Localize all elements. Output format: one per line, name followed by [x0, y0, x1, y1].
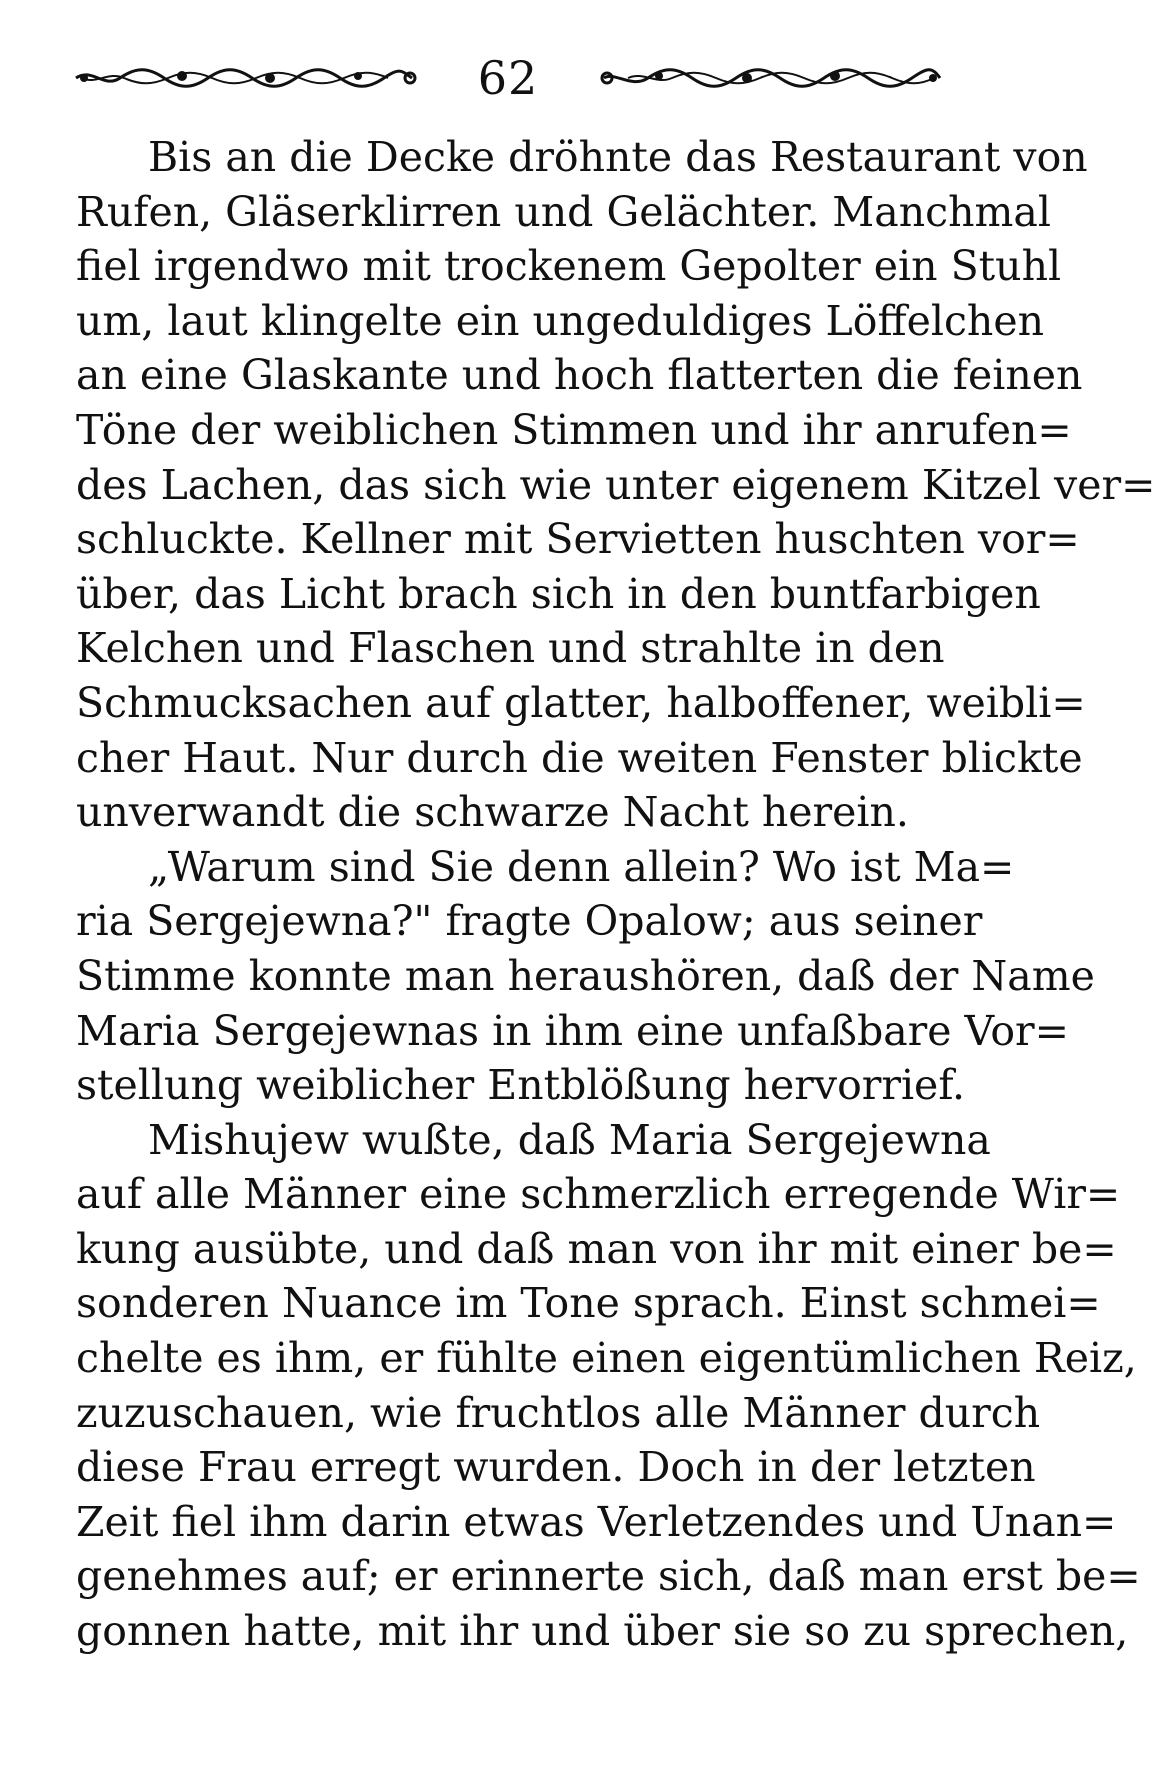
paragraph [76, 130, 1155, 840]
text-line: Mishujew wußte, daß Maria Sergejewna [148, 1115, 991, 1164]
text-line: Schmucksachen auf glatter, halboffener, weibli= [76, 678, 1086, 727]
paragraph [76, 1113, 1141, 1659]
page-number: 62 [477, 51, 539, 105]
text-line: zuzuschauen, wie fruchtlos alle Männer durch [76, 1388, 1041, 1437]
text-line: genehmes auf; er erinnerte sich, daß man erst be= [76, 1552, 1141, 1601]
text-line: des Lachen, das sich wie unter eigenem Kitzel ver= [76, 460, 1155, 509]
page-text [76, 130, 1155, 1659]
text-line: Maria Sergejewnas in ihm eine unfaßbare Vor= [76, 1006, 1070, 1055]
paragraph [76, 840, 1095, 1113]
text-line: kung ausübte, und daß man von ihr mit einer be= [76, 1224, 1117, 1273]
text-line: cher Haut. Nur durch die weiten Fenster blickte [76, 733, 1083, 782]
text-line: schluckte. Kellner mit Servietten huschten vor= [76, 515, 1080, 564]
text-line: chelte es ihm, er fühlte einen eigentümlichen Reiz, [76, 1334, 1137, 1383]
text-line: „Warum sind Sie denn allein? Wo ist Ma= [148, 842, 1015, 891]
text-line: Töne der weiblichen Stimmen und ihr anrufen= [76, 405, 1072, 454]
text-line: über, das Licht brach sich in den buntfarbigen [76, 569, 1041, 618]
text-line: diese Frau erregt wurden. Doch in der letzten [76, 1443, 1036, 1492]
text-line: Kelchen und Flaschen und strahlte in den [76, 624, 945, 673]
decorative-ornament-icon [72, 63, 417, 93]
page-header [72, 48, 944, 108]
text-line: sonderen Nuance im Tone sprach. Einst schmei= [76, 1279, 1101, 1328]
text-line: fiel irgendwo mit trockenem Gepolter ein Stuhl [76, 242, 1062, 291]
text-line: um, laut klingelte ein ungeduldiges Löffelchen [76, 296, 1044, 345]
text-line: Stimme konnte man heraushören, daß der Name [76, 951, 1095, 1000]
text-line: unverwandt die schwarze Nacht herein. [76, 788, 909, 837]
text-line: an eine Glaskante und hoch flatterten die feinen [76, 351, 1083, 400]
text-line: stellung weiblicher Entblößung hervorrief. [76, 1061, 966, 1110]
text-line: Bis an die Decke dröhnte das Restaurant von [148, 133, 1088, 181]
text-line: gonnen hatte, mit ihr und über sie so zu sprechen, [76, 1607, 1129, 1656]
text-line: Rufen, Gläserklirren und Gelächter. Manchmal [76, 187, 1051, 236]
text-line: ria Sergejewna?" fragte Opalow; aus seiner [76, 897, 983, 946]
text-line: auf alle Männer eine schmerzlich erregende Wir= [76, 1170, 1121, 1219]
decorative-ornament-icon [599, 63, 944, 93]
text-line: Zeit fiel ihm darin etwas Verletzendes und Unan= [76, 1497, 1117, 1546]
